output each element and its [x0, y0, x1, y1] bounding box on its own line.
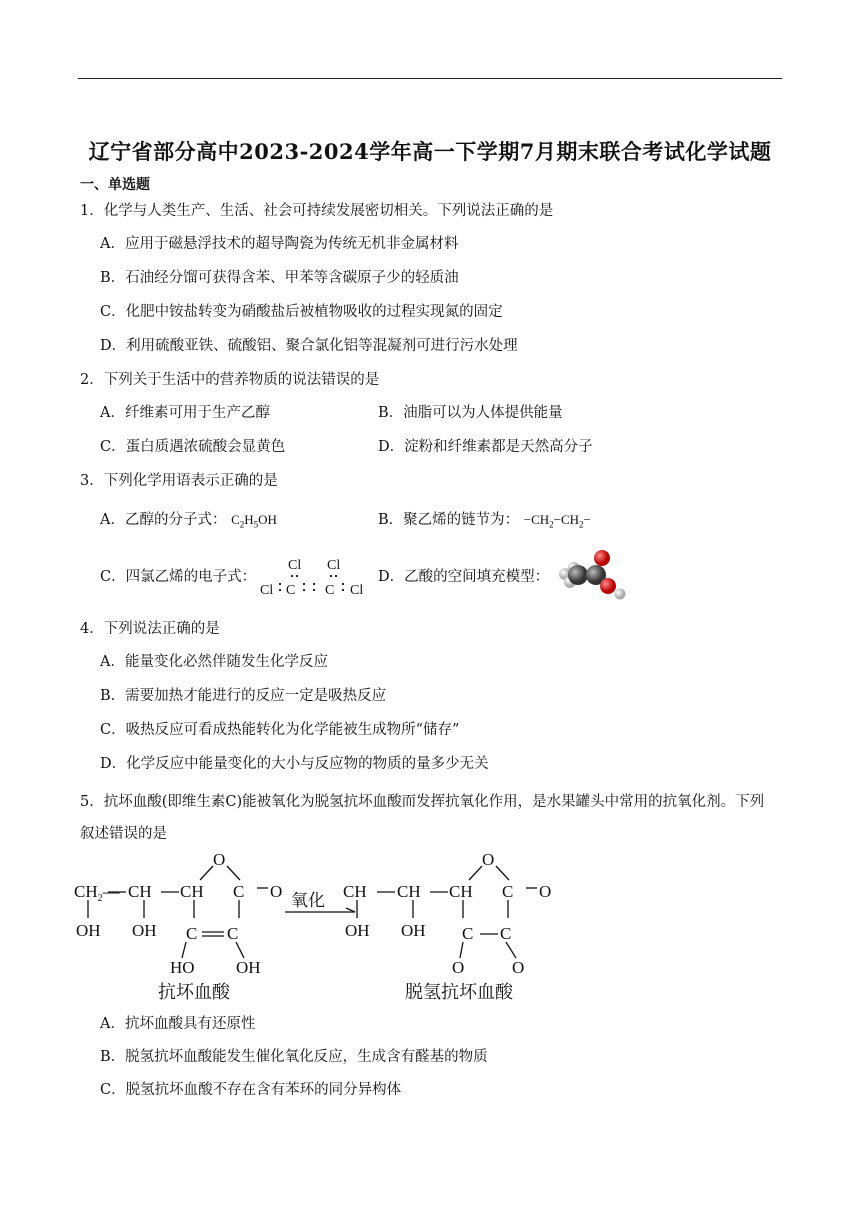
svg-text:OH: OH: [132, 921, 157, 940]
svg-text:Cl: Cl: [288, 558, 302, 573]
svg-text:O: O: [270, 882, 283, 901]
svg-text:Cl: Cl: [327, 558, 341, 573]
svg-text:OH: OH: [236, 958, 261, 977]
svg-text:HO: HO: [170, 958, 195, 977]
q5-option-b: B．脱氢抗坏血酸能发生催化氧化反应，生成含有醛基的物质: [100, 1049, 488, 1065]
svg-text:OH: OH: [345, 921, 370, 940]
arrow-label: 氧化: [291, 891, 325, 910]
tetrachloroethylene-electron-formula: [256, 553, 374, 601]
svg-text:C: C: [462, 924, 474, 943]
acetic-acid-space-filling-model: [552, 548, 630, 602]
q4-stem: 4．下列说法正确的是: [80, 621, 220, 637]
q5-stem: 5．抗坏血酸(即维生素C)能被氧化为脱氢抗坏血酸而发挥抗氧化作用，是水果罐头中常用的抗氧化剂。下列叙述错误的是: [80, 794, 765, 842]
q1-option-a: A．应用于磁悬浮技术的超导陶瓷为传统无机非金属材料: [100, 236, 459, 252]
svg-text:CH: CH: [449, 882, 473, 901]
svg-text:C: C: [500, 924, 512, 943]
ethanol-formula: $C_2H_5OH$: [231, 512, 277, 530]
q2-option-c: C．蛋白质遇浓硫酸会显黄色: [100, 439, 286, 455]
svg-text:Cl: Cl: [350, 583, 364, 598]
q2-option-a: A．纤维素可用于生产乙醇: [100, 405, 270, 421]
svg-text:C: C: [233, 882, 245, 901]
svg-text:C: C: [286, 583, 296, 598]
svg-text:O: O: [213, 850, 226, 869]
polyethylene-unit: $-CH_2-CH_2-$: [523, 512, 591, 530]
q4-option-d: D．化学反应中能量变化的大小与反应物的物质的量多少无关: [100, 756, 489, 772]
q3-option-a: [100, 509, 277, 536]
svg-text:O: O: [539, 882, 552, 901]
dehydroascorbic-acid-name: 脱氢抗坏血酸: [405, 982, 513, 1002]
q3-option-a-label: A．乙醇的分子式：: [100, 512, 227, 528]
ascorbic-acid-oxidation-diagram: [70, 846, 570, 1006]
svg-text:C: C: [227, 924, 239, 943]
ascorbic-acid-name: 抗坏血酸: [158, 982, 230, 1002]
q4-option-a: A．能量变化必然伴随发生化学反应: [100, 654, 328, 670]
section-heading: 一、单选题: [80, 177, 150, 193]
svg-text:O: O: [512, 958, 525, 977]
svg-text:C: C: [186, 924, 198, 943]
q1-option-c: C．化肥中铵盐转变为硝酸盐后被植物吸收的过程实现氮的固定: [100, 304, 503, 320]
svg-text:C: C: [502, 882, 514, 901]
svg-text:CH: CH: [128, 882, 152, 901]
svg-text:CH: CH: [343, 882, 367, 901]
svg-text:CH: CH: [397, 882, 421, 901]
q3-option-d-label: D．乙酸的空间填充模型：: [378, 569, 550, 585]
q5-option-a: A．抗坏血酸具有还原性: [100, 1016, 256, 1032]
q2-option-b: B．油脂可以为人体提供能量: [378, 405, 563, 421]
q3-stem: 3．下列化学用语表示正确的是: [80, 473, 278, 489]
q4-option-c: C．吸热反应可看成热能转化为化学能被生成物所“储存”: [100, 722, 460, 738]
svg-text:CH2—: $CH_2—$: [74, 882, 120, 904]
q3-option-b-label: B．聚乙烯的链节为：: [378, 512, 520, 528]
q1-stem: 1．化学与人类生产、生活、社会可持续发展密切相关。下列说法正确的是: [80, 203, 554, 219]
q2-stem: 2．下列关于生活中的营养物质的说法错误的是: [80, 372, 380, 388]
svg-text:OH: OH: [76, 921, 101, 940]
svg-text:O: O: [452, 958, 465, 977]
q1-option-d: D．利用硫酸亚铁、硫酸铝、聚合氯化铝等混凝剂可进行污水处理: [100, 338, 518, 354]
q1-option-b: B．石油经分馏可获得含苯、甲苯等含碳原子少的轻质油: [100, 270, 459, 286]
q4-option-b: B．需要加热才能进行的反应一定是吸热反应: [100, 688, 387, 704]
page-title: 辽宁省部分高中2023-2024学年高一下学期7月期末联合考试化学试题: [88, 139, 772, 164]
svg-text:C: C: [325, 583, 335, 598]
q3-option-b: [378, 509, 591, 536]
svg-text:Cl: Cl: [260, 583, 274, 598]
svg-text:OH: OH: [401, 921, 426, 940]
q5-option-c: C．脱氢抗坏血酸不存在含有苯环的同分异构体: [100, 1082, 402, 1098]
header-rule: [78, 78, 782, 79]
q2-option-d: D．淀粉和纤维素都是天然高分子: [378, 439, 593, 455]
q3-option-c-label: C．四氯乙烯的电子式：: [100, 569, 257, 585]
svg-text:O: O: [482, 850, 495, 869]
svg-text:CH: CH: [180, 882, 204, 901]
